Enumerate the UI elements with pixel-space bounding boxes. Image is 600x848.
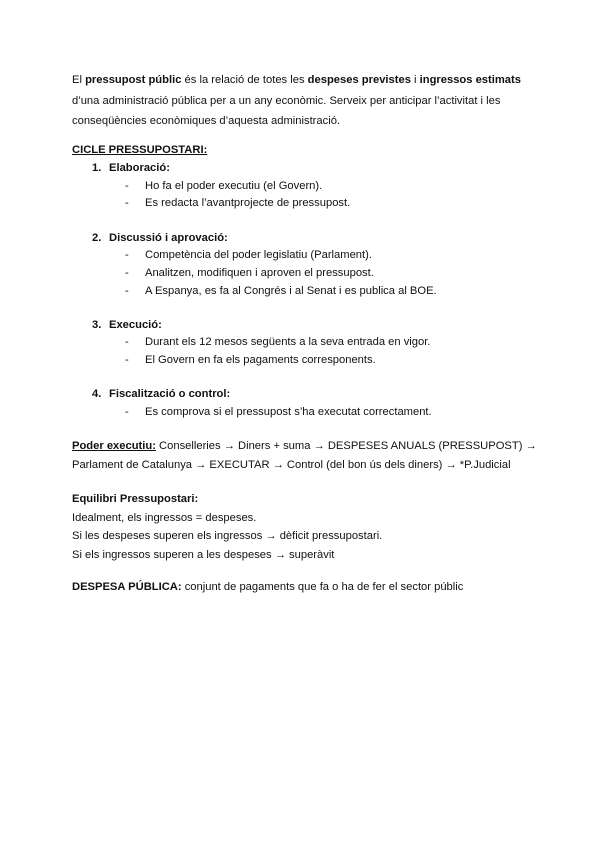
list-item: - Competència del poder legislatiu (Parlament). (125, 249, 372, 261)
balance-line: Idealment, els ingressos = despeses. (72, 511, 257, 524)
spending-label: DESPESA PÚBLICA: (72, 581, 182, 593)
executive-paragraph (72, 437, 542, 475)
intro-term-income: ingressos estimats (419, 74, 521, 86)
intro-text-4: d’una administració pública per a un any econòmic. Serveix per anticipar l’activitat i les conseqüències econòmiques d’aquesta administració. (72, 94, 501, 127)
balance-line: Si els ingressos superen a les despeses → superàvit (72, 548, 335, 561)
list-item-text: Competència del poder legislatiu (Parlament). (145, 249, 372, 261)
list-item: - Analitzen, modifiquen i aproven el pressupost. (125, 267, 374, 279)
step-title: Execució: (109, 319, 162, 331)
spending-text: conjunt de pagaments que fa o ha de fer el sector públic (181, 581, 464, 593)
list-item: - A Espanya, es fa al Congrés i al Senat i es publica al BOE. (125, 285, 437, 297)
list-item-text: Es comprova si el pressupost s’ha executat correctament. (145, 406, 432, 418)
list-item-text: Analitzen, modifiquen i aproven el pressupost. (145, 267, 374, 279)
intro-term-expenses: despeses previstes (307, 74, 411, 86)
cycle-heading-text: CICLE PRESSUPOSTARI: (72, 144, 208, 156)
step-4-title (92, 385, 230, 404)
step-1-title (92, 159, 170, 178)
balance-line: Si les despeses superen els ingressos → dèficit pressupostari. (72, 530, 383, 542)
list-item-text: Durant els 12 mesos següents a la seva entrada en vigor. (145, 336, 431, 348)
executive-label: Poder executiu: (72, 440, 156, 452)
executive-text: Conselleries → Diners + suma → DESPESES ANUALS (PRESSUPOST) → Parlament de Catalunya → EXECUTAR → Control (del bon ús dels diners) → *P.Judicial (72, 440, 537, 471)
list-item: - El Govern en fa els pagaments corresponents. (125, 354, 376, 366)
balance-title: Equilibri Pressupostari: (72, 493, 199, 505)
step-number: 1. (92, 162, 102, 174)
list-item: - Ho fa el poder executiu (el Govern). (125, 180, 323, 192)
intro-paragraph (72, 70, 542, 132)
intro-text-2: és la relació de totes les (181, 74, 308, 86)
list-item-text: Es redacta l’avantprojecte de pressupost. (145, 197, 351, 209)
list-item: - Es redacta l’avantprojecte de pressupost. (125, 197, 351, 209)
list-item: - Es comprova si el pressupost s’ha executat correctament. (125, 406, 432, 418)
step-number: 4. (92, 388, 102, 400)
step-title: Discussió i aprovació: (109, 232, 228, 244)
intro-text-1: El (72, 74, 86, 86)
list-item: - Durant els 12 mesos següents a la seva entrada en vigor. (125, 336, 431, 348)
list-item-text: Ho fa el poder executiu (el Govern). (145, 180, 323, 192)
list-item-text: A Espanya, es fa al Congrés i al Senat i es publica al BOE. (145, 285, 437, 297)
step-title: Fiscalització o control: (109, 388, 231, 400)
balance-section (72, 490, 542, 564)
step-number: 3. (92, 319, 102, 331)
list-item-text: El Govern en fa els pagaments corresponents. (145, 354, 376, 366)
intro-term-budget: pressupost públic (85, 74, 182, 86)
spending-paragraph (72, 578, 542, 598)
intro-text-3: i (410, 74, 420, 86)
cycle-heading (72, 141, 542, 161)
step-title: Elaboració: (109, 162, 170, 174)
step-number: 2. (92, 232, 102, 244)
